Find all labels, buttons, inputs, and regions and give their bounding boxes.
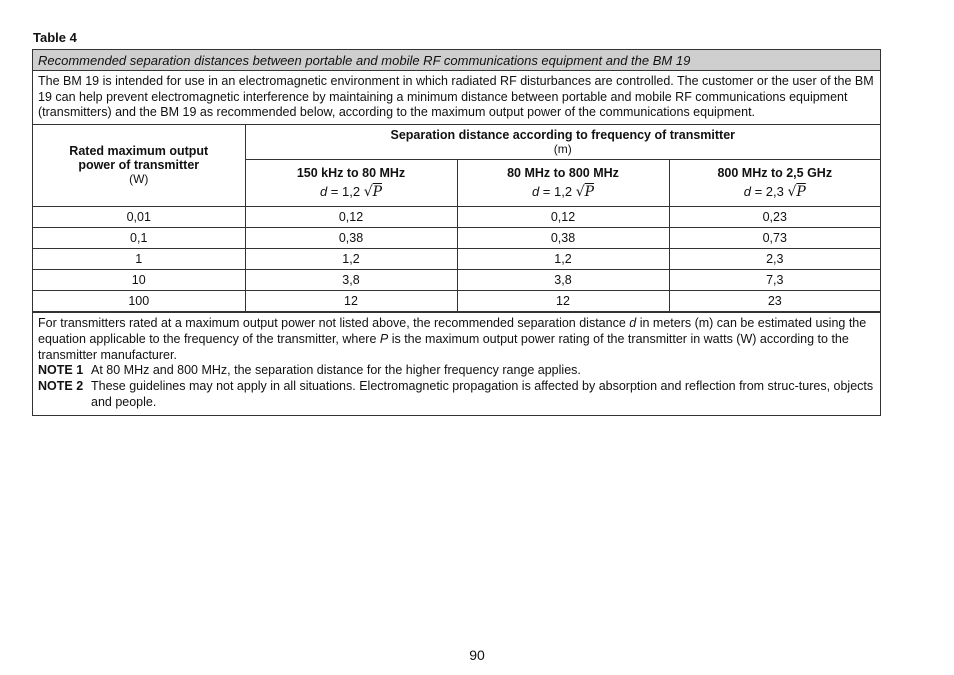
table-cell: 0,73: [669, 228, 880, 249]
separation-unit: (m): [553, 141, 572, 156]
rated-power-unit: (W): [129, 172, 149, 187]
footer-paragraph: For transmitters rated at a maximum output power not listed above, the recommended separation distance d in meters (m) can be estimated using the equation applicable to the frequency of the transmitter, where P is the maximum output power rating of the transmitter in watts (W) according to the transmitter manufacturer.: [38, 316, 867, 362]
sqrt-icon: √P: [787, 184, 806, 200]
table-cell: 1: [33, 249, 245, 270]
formula: d = 1,2 √P: [319, 184, 383, 200]
formula: d = 1,2 √P: [531, 184, 595, 200]
distance-table: [33, 125, 880, 313]
intro-paragraph: The BM 19 is intended for use in an electromagnetic environment in which radiated RF disturbances are controlled. The customer or the user of the BM 19 can help prevent electromagnetic interference by maintaining a minimum distance between portable and mobile RF communications equipment (transmitters) and the BM 19 as recommended below, according to the maximum output power of the communications equipment.: [33, 71, 880, 125]
freq-column-header: [457, 160, 669, 207]
table-cell: 7,3: [669, 270, 880, 291]
freq-column-header: [245, 160, 457, 207]
table-cell: 23: [669, 291, 880, 312]
sqrt-icon: √P: [575, 184, 595, 200]
note-label: NOTE 2: [38, 379, 84, 394]
freq-range-label: 150 kHz to 80 MHz: [296, 166, 406, 180]
page-number: 90: [469, 647, 485, 663]
table-label: Table 4: [33, 30, 77, 45]
table-row: [33, 249, 880, 270]
table-cell: 0,12: [457, 207, 669, 228]
table-cell: 1,2: [245, 249, 457, 270]
table-title-band: Recommended separation distances between portable and mobile RF communications equipment and the BM 19: [33, 50, 880, 71]
table-cell: 0,12: [245, 207, 457, 228]
separation-title: Separation distance according to frequency of transmitter: [390, 127, 736, 142]
rated-power-line1: Rated maximum output: [69, 144, 209, 159]
table-cell: 0,23: [669, 207, 880, 228]
separation-distance-table: [32, 49, 881, 416]
table-row: [33, 270, 880, 291]
table-footer: [33, 312, 880, 415]
sqrt-icon: √P: [363, 184, 383, 200]
table-cell: 0,01: [33, 207, 245, 228]
freq-column-header: [669, 160, 880, 207]
table-cell: 100: [33, 291, 245, 312]
table-cell: 1,2: [457, 249, 669, 270]
rated-power-header: [33, 125, 245, 207]
table-row: [33, 228, 880, 249]
table-row: [33, 291, 880, 312]
table-cell: 12: [457, 291, 669, 312]
note-label: NOTE 1: [38, 363, 84, 378]
table-cell: 0,38: [245, 228, 457, 249]
note-2: [38, 379, 875, 411]
note-1: [38, 363, 875, 379]
table-row: [33, 207, 880, 228]
note-text: These guidelines may not apply in all situations. Electromagnetic propagation is affected by absorption and reflection from struc-tures, objects and people.: [91, 379, 874, 409]
formula: d = 2,3 √P: [743, 184, 806, 200]
table-cell: 2,3: [669, 249, 880, 270]
table-cell: 12: [245, 291, 457, 312]
table-cell: 3,8: [457, 270, 669, 291]
table-cell: 3,8: [245, 270, 457, 291]
freq-range-label: 800 MHz to 2,5 GHz: [717, 166, 833, 180]
rated-power-line2: power of transmitter: [78, 158, 200, 173]
table-cell: 10: [33, 270, 245, 291]
note-text: At 80 MHz and 800 MHz, the separation distance for the higher frequency range applies.: [91, 363, 581, 378]
table-cell: 0,1: [33, 228, 245, 249]
separation-header: [245, 125, 880, 160]
table-cell: 0,38: [457, 228, 669, 249]
freq-range-label: 80 MHz to 800 MHz: [507, 166, 619, 180]
